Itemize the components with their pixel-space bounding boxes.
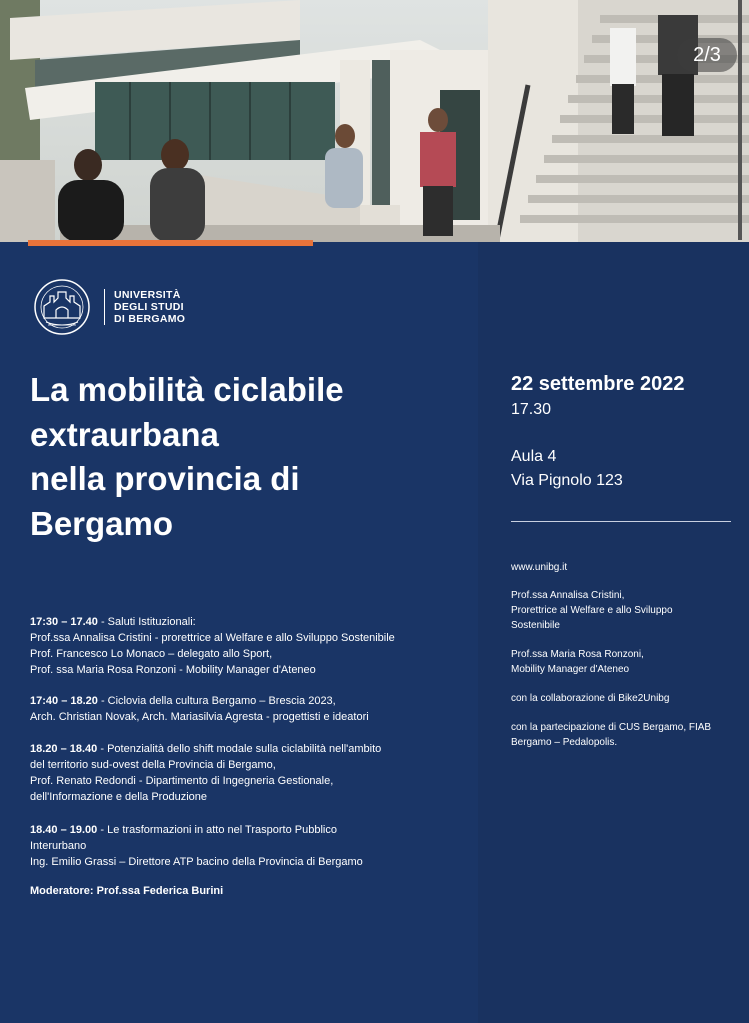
program-line: Arch. Christian Novak, Arch. Mariasilvia Agresta - progettisti e ideatori xyxy=(30,711,369,723)
title-line-1: La mobilità ciclabile xyxy=(30,371,344,408)
program-item xyxy=(30,614,470,678)
program-line: dell'Informazione e della Produzione xyxy=(30,791,207,803)
program-sep: - xyxy=(97,695,108,707)
program-sep: - xyxy=(97,616,108,628)
program-time: 17:40 – 18.20 xyxy=(30,695,98,707)
program-line: Prof. Francesco Lo Monaco – delegato allo Sport, xyxy=(30,648,273,660)
program-sep: - xyxy=(97,824,108,836)
program-line: Ing. Emilio Grassi – Direttore ATP bacino della Provincia di Bergamo xyxy=(30,856,363,868)
title-line-3: nella provincia di xyxy=(30,460,300,497)
program-item xyxy=(30,741,470,805)
logo-line-1: UNIVERSITÀ xyxy=(114,289,181,301)
page-title xyxy=(30,368,460,546)
divider xyxy=(511,521,731,522)
program-time: 17:30 – 17.40 xyxy=(30,616,98,628)
program-line: Prof. ssa Maria Rosa Ronzoni - Mobility Manager d'Ateneo xyxy=(30,664,316,676)
logo-line-2: DEGLI STUDI xyxy=(114,301,184,313)
event-time: 17.30 xyxy=(511,401,552,418)
program-title: Potenzialità dello shift modale sulla ciclabilità nell'ambito xyxy=(107,743,382,755)
university-seal-icon xyxy=(30,278,94,336)
title-line-2: extraurbana xyxy=(30,415,219,453)
program-line: Interurbano xyxy=(30,840,87,852)
event-date: 22 settembre 2022 xyxy=(511,373,685,395)
program-sep: - xyxy=(97,743,108,755)
program-title: Ciclovia della cultura Bergamo – Brescia 2023, xyxy=(107,695,336,707)
event-address: Via Pignolo 123 xyxy=(511,472,623,489)
contact-cristini xyxy=(511,588,736,633)
contact-line: Prorettrice al Welfare e allo Sviluppo xyxy=(511,605,673,616)
partner-line: Bergamo – Pedalopolis. xyxy=(511,737,618,748)
partnership-text xyxy=(511,720,736,750)
program-time: 18.20 – 18.40 xyxy=(30,743,98,755)
program-time: 18.40 – 19.00 xyxy=(30,824,98,836)
contact-line: Mobility Manager d'Ateneo xyxy=(511,664,630,675)
program-item xyxy=(30,693,470,725)
contact-line: Sostenibile xyxy=(511,620,560,631)
accent-bar xyxy=(28,240,313,246)
program-line: Prof.ssa Annalisa Cristini - prorettrice al Welfare e allo Sviluppo Sostenibile xyxy=(30,632,395,644)
program-item xyxy=(30,822,470,870)
header-photo xyxy=(0,0,749,242)
program-line: del territorio sud-ovest della Provincia di Bergamo, xyxy=(30,759,276,771)
university-logo xyxy=(30,278,185,336)
program-line: Prof. Renato Redondi - Dipartimento di Ingegneria Gestionale, xyxy=(30,775,334,787)
contact-line: Prof.ssa Annalisa Cristini, xyxy=(511,590,625,601)
logo-line-3: DI BERGAMO xyxy=(114,313,186,325)
contact-ronzoni xyxy=(511,647,736,677)
program-title: Saluti Istituzionali: xyxy=(107,616,196,628)
collaboration-text: con la collaborazione di Bike2Unibg xyxy=(511,693,670,704)
title-line-4: Bergamo xyxy=(30,504,174,542)
slide-counter: 2/3 xyxy=(677,38,737,72)
contact-line: Prof.ssa Maria Rosa Ronzoni, xyxy=(511,649,644,660)
event-room: Aula 4 xyxy=(511,448,557,465)
program-title: Le trasformazioni in atto nel Trasporto Pubblico xyxy=(107,824,337,836)
moderator: Moderatore: Prof.ssa Federica Burini xyxy=(30,885,224,897)
partner-line: con la partecipazione di CUS Bergamo, FIAB xyxy=(511,722,712,733)
website-link[interactable]: www.unibg.it xyxy=(511,562,568,573)
